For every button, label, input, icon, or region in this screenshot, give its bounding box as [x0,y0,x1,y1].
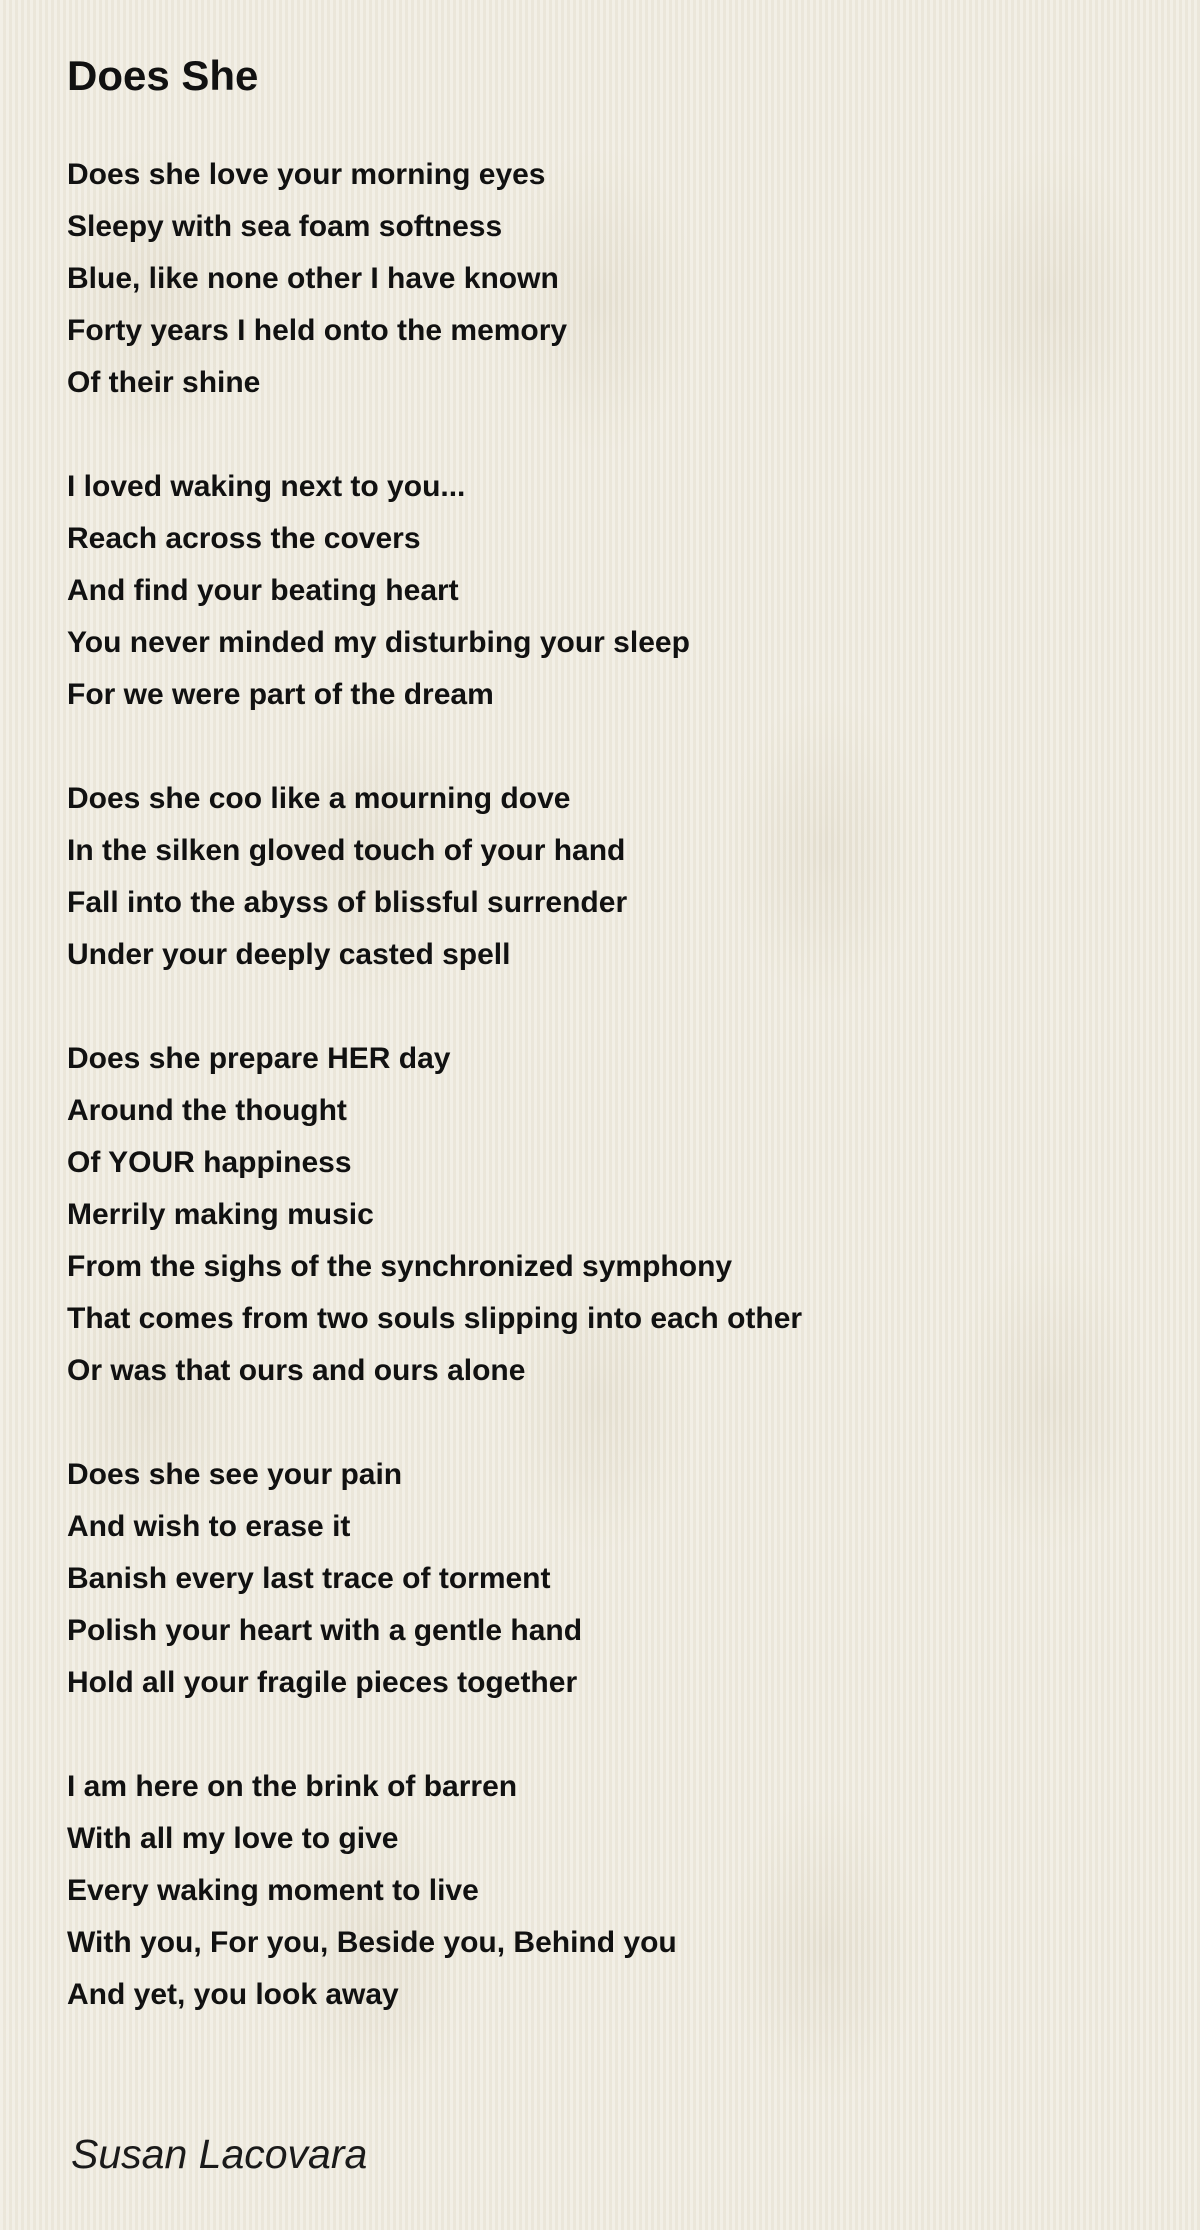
poem-line: From the sighs of the synchronized symphony [67,1250,733,1283]
poem-line: Does she see your pain [67,1458,403,1491]
poem-line: Banish every last trace of torment [67,1562,551,1595]
poem-line: Under your deeply casted spell [67,938,511,971]
poem-body [67,149,1147,2073]
poem-line: Every waking moment to live [67,1874,479,1907]
poem-line: Or was that ours and ours alone [67,1354,526,1387]
stanza-5 [67,1449,1147,1709]
stanza-6 [67,1761,1147,2021]
poem-line: That comes from two souls slipping into each other [67,1302,803,1335]
poem-line: With you, For you, Beside you, Behind you [67,1926,677,1959]
poem-line: Of their shine [67,366,261,399]
poem-line: Does she love your morning eyes [67,158,546,191]
poem-line: Does she prepare HER day [67,1042,451,1075]
poem-line: And yet, you look away [67,1978,399,2011]
poem-line: Merrily making music [67,1198,374,1231]
poem-line: Forty years I held onto the memory [67,314,568,347]
poem-title: Does She [67,52,259,99]
poem-line: And wish to erase it [67,1510,351,1543]
poem-line: For we were part of the dream [67,678,494,711]
poem-line: Reach across the covers [67,522,421,555]
stanza-3 [67,773,1147,981]
poem-line: I am here on the brink of barren [67,1770,518,1803]
poem-line: You never minded my disturbing your sleep [67,626,690,659]
poem-author: Susan Lacovara [71,2131,368,2177]
poem-line: Polish your heart with a gentle hand [67,1614,583,1647]
poem-line: Blue, like none other I have known [67,262,559,295]
poem-line: Around the thought [67,1094,347,1127]
stanza-2 [67,461,1147,721]
poem-line: With all my love to give [67,1822,399,1855]
poem-line: And find your beating heart [67,574,459,607]
poem-line: Hold all your fragile pieces together [67,1666,578,1699]
poem-line: In the silken gloved touch of your hand [67,834,626,867]
poem-line: Sleepy with sea foam softness [67,210,503,243]
poem-line: Of YOUR happiness [67,1146,352,1179]
poem-line: Does she coo like a mourning dove [67,782,571,815]
poem-line: I loved waking next to you... [67,470,466,503]
stanza-4 [67,1033,1147,1397]
poem-line: Fall into the abyss of blissful surrender [67,886,628,919]
stanza-1 [67,149,1147,409]
